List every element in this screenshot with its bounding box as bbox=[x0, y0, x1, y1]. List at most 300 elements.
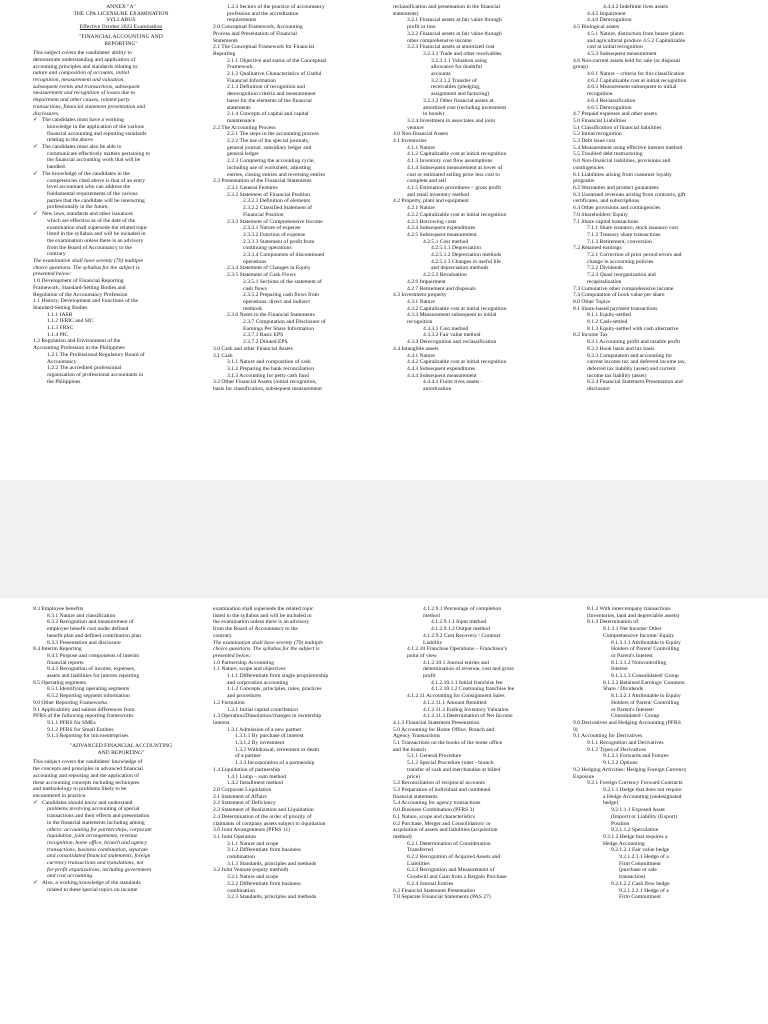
syllabus-line: Earnings Per Share Information bbox=[243, 325, 314, 332]
syllabus-line: 4.1.1 Nature bbox=[407, 144, 435, 151]
syllabus-line: of a partner bbox=[235, 753, 261, 760]
syllabus-line: in bonds) bbox=[423, 111, 444, 118]
syllabus-line: knowledge in the application of the various bbox=[47, 123, 144, 130]
syllabus-line: 9.1.2.2 Options bbox=[603, 760, 638, 767]
syllabus-line: ANNEX "A" bbox=[106, 4, 136, 10]
syllabus-line: 2.3 Presentation of the Financial Statements bbox=[213, 178, 312, 185]
syllabus-line: 4.2.5.1.2 Depreciation methods bbox=[431, 252, 502, 259]
syllabus-line: amortization bbox=[423, 386, 452, 393]
syllabus-line: 2.2.1 The steps in the accounting process bbox=[227, 131, 319, 138]
syllabus-line: 8.1.1 Equity-settled bbox=[587, 312, 631, 319]
syllabus-line: Transferred bbox=[407, 847, 433, 854]
syllabus-line: the Philippines bbox=[47, 378, 81, 385]
syllabus-line: 4.3 Investment property bbox=[393, 292, 447, 299]
syllabus-line: others: accounting for partnerships, corporate bbox=[47, 826, 152, 833]
syllabus-line: 4.7 Prepaid expenses and other assets bbox=[573, 111, 657, 118]
syllabus-line: 7.1.1 Share issuance, stock issuance cost bbox=[587, 225, 679, 232]
syllabus-line: 8.1.2 Cash-settled bbox=[587, 319, 628, 326]
syllabus-line: 4.1.2.11.1 Amount Remitted bbox=[423, 699, 487, 706]
syllabus-line: 4.4 Intangible assets bbox=[393, 345, 439, 352]
syllabus-line: continuing operations bbox=[243, 245, 292, 252]
syllabus-line: 4.2.1 Nature bbox=[407, 205, 435, 212]
syllabus-line: 4.6.5 Derecognition bbox=[587, 104, 632, 111]
syllabus-line: 7.3 Cumulative other comprehensive income bbox=[573, 285, 674, 292]
syllabus-line: deferred tax liability (asset) and current bbox=[587, 365, 676, 372]
column-3 bbox=[393, 606, 569, 901]
syllabus-line: 4.2.2 Capitalizable cost at initial recognition bbox=[407, 211, 507, 218]
syllabus-line: method bbox=[423, 612, 440, 619]
syllabus-line: 4.5 Biological assets bbox=[573, 24, 620, 31]
syllabus-line: Exposure bbox=[573, 773, 595, 780]
syllabus-line: operations bbox=[243, 258, 267, 265]
syllabus-line: 3.2.4 Investment in associates and joint bbox=[407, 117, 496, 124]
syllabus-line: recapitalization bbox=[587, 278, 622, 285]
syllabus-line: 6.2.2 Recognition of Acquired Assets and bbox=[407, 854, 501, 861]
syllabus-line: 7.1 Share capital transactions bbox=[573, 218, 639, 225]
syllabus-line: Agency Transactions bbox=[393, 733, 441, 740]
syllabus-line: 4.1.2.11.3 Determination of Net Income bbox=[423, 713, 513, 720]
syllabus-line: 4.1 Inventories bbox=[393, 138, 427, 145]
syllabus-line: 2.3 Statement of Realization and Liquidation bbox=[213, 807, 314, 814]
syllabus-line: Holders of Parent/ Controlling bbox=[611, 646, 680, 653]
syllabus-line: 4.1.2.11 Accounting for Consignment Sales bbox=[407, 693, 505, 700]
page-gap bbox=[0, 480, 768, 598]
syllabus-line: 3.2.2 Financial assets at fair value through bbox=[407, 30, 502, 37]
syllabus-line: accounts bbox=[431, 71, 451, 78]
syllabus-line: 1.4.1 Lump – sum method bbox=[227, 773, 287, 780]
syllabus-line: 8.5.1 Identifying operating segments bbox=[47, 686, 130, 693]
syllabus-line: 8.1.3 Determination of: bbox=[587, 619, 640, 626]
syllabus-line: 1.3.3 Incorporation of a partnership bbox=[235, 760, 315, 767]
syllabus-line: transaction) bbox=[619, 874, 646, 881]
syllabus-line: Process and Presentation of Financial bbox=[213, 30, 297, 37]
column-4 bbox=[573, 4, 749, 393]
syllabus-line: 1.1.1 Differentiate from single proprietorship bbox=[227, 673, 329, 680]
syllabus-line: demonstrate understanding and application of bbox=[33, 56, 136, 63]
syllabus-line: 7.1.2 Treasury share transactions bbox=[587, 231, 661, 238]
syllabus-line: 3.2.1 Nature and scope bbox=[227, 874, 279, 881]
syllabus-line: 1.3.1.1 By purchase of interest bbox=[235, 733, 304, 740]
syllabus-line: 2.1 The Conceptual Framework for Financial bbox=[213, 44, 315, 51]
column-2 bbox=[213, 4, 389, 393]
syllabus-line: 4.1.2.10.1 Journal entries and bbox=[423, 659, 490, 666]
syllabus-line: 3.2.3.1 Trade and other receivables bbox=[423, 50, 502, 57]
syllabus-line: 6.2 Purchase, Merger and Consolidation/ or bbox=[393, 820, 491, 827]
syllabus-line: financial reports bbox=[47, 659, 84, 666]
syllabus-line: 4.1.2.10.1.2 Continuing franchise fee bbox=[431, 686, 515, 693]
syllabus-line: Goodwill and Gain from a Bargain Purchase bbox=[407, 874, 507, 881]
syllabus-line: which are effective as of the date of the bbox=[47, 217, 136, 224]
syllabus-line: THE CPA LICENSURE EXAMINATION bbox=[73, 10, 169, 17]
syllabus-line: and procedures bbox=[227, 693, 262, 700]
syllabus-line: 6.4 Other provisions and contingencies bbox=[573, 205, 661, 212]
syllabus-line: receivables (pledging, bbox=[431, 84, 481, 91]
syllabus-line: 5.2 Initial recognition bbox=[573, 131, 622, 138]
syllabus-line: 5.3 Debt issue cost bbox=[573, 138, 616, 145]
syllabus-line: ✓ New laws, standards and other issuances bbox=[33, 211, 209, 218]
syllabus-line: presented below: bbox=[213, 652, 252, 659]
syllabus-line: 3.1.1 Nature and composition of cash bbox=[227, 359, 311, 366]
syllabus-line: accounting principles and standards relating to: bbox=[33, 63, 139, 70]
syllabus-line: certificates, and subscriptions bbox=[573, 198, 640, 205]
syllabus-line: 1.1.1 IASB bbox=[47, 311, 73, 318]
syllabus-line: 5.1 Transactions on the books of the home office bbox=[393, 740, 503, 747]
syllabus-line: 4.4.5 Impairment bbox=[587, 10, 626, 17]
syllabus-line: 6.2.4 Journal Entries bbox=[407, 880, 454, 887]
syllabus-line: 9.1.3 Reporting for microenterprises bbox=[47, 733, 129, 740]
syllabus-line: 4.3.3 Measurement subsequent to initial bbox=[407, 312, 497, 319]
syllabus-line: REPORTING" bbox=[104, 40, 138, 47]
syllabus-line: 9.2 Hedging Activities: Hedging Foreign Currency bbox=[573, 766, 687, 773]
syllabus-line: 5.1.1 General Procedure bbox=[407, 753, 462, 760]
syllabus-line: encountered in practice. bbox=[33, 792, 87, 799]
syllabus-line: (purchase or sale bbox=[619, 867, 657, 874]
syllabus-line: 3.1.1 Nature and scope bbox=[227, 840, 279, 847]
syllabus-line: 6.0 Business Combination (PFRS 3) bbox=[393, 807, 475, 814]
syllabus-line: 7.0 Separate Financial Statements (PAS 27) bbox=[393, 894, 491, 901]
syllabus-line: 5.0 Accounting for Home Office, Branch and bbox=[393, 726, 495, 733]
syllabus-line: 4.3.3.1 Cost method bbox=[423, 325, 469, 332]
syllabus-line: 4.1.2.9.1 Percentage of completion bbox=[423, 606, 502, 612]
syllabus-line: amortized cost (including investment bbox=[423, 104, 507, 111]
syllabus-line: disclosure bbox=[587, 386, 610, 393]
syllabus-line: cost at initial recognition bbox=[587, 44, 643, 51]
syllabus-line: 6.3 Unearned revenues arising from contracts, gift bbox=[573, 191, 686, 198]
syllabus-line: 8.3.3 Presentation and disclosure bbox=[47, 639, 121, 646]
syllabus-line: group) bbox=[573, 64, 588, 71]
syllabus-line: competencies cited above is that of an entry bbox=[47, 177, 146, 184]
syllabus-line: 4.2.7 Retirement and disposals bbox=[407, 285, 476, 292]
syllabus-line: employee benefit cost under defined bbox=[47, 626, 129, 633]
syllabus-line: 4.3.3.2 Fair value method bbox=[423, 332, 481, 339]
syllabus-line: 8.2 Income Tax bbox=[573, 332, 608, 339]
syllabus-line: reclassification and presentation in the financial bbox=[393, 4, 501, 10]
syllabus-line: and consolidated financial statements, foreign bbox=[47, 853, 151, 860]
syllabus-line: Statements bbox=[213, 37, 238, 44]
syllabus-line: 9.2.1.2.1 Fair value hedge bbox=[611, 847, 670, 854]
syllabus-line: 6.2.3 Recognition and Measurement of bbox=[407, 867, 495, 874]
syllabus-line: "ADVANCED FINANCIAL ACCOUNTING bbox=[69, 743, 173, 750]
syllabus-line: 9.0 Other Reporting Frameworks bbox=[33, 699, 108, 706]
syllabus-line: 5.4 Measurement using effective interest method bbox=[573, 144, 683, 151]
syllabus-line: 4.2.6 Impairment bbox=[407, 278, 446, 285]
syllabus-line: complete and sell bbox=[407, 178, 447, 185]
syllabus-line: 4.4.1 Nature bbox=[407, 352, 435, 359]
syllabus-line: 2.3.1 General Features bbox=[227, 184, 278, 191]
syllabus-line: venture bbox=[407, 124, 424, 131]
syllabus-line: AND REPORTING" bbox=[97, 749, 145, 756]
syllabus-line: requirements bbox=[227, 17, 257, 24]
syllabus-line: parties that the candidate will be interacting bbox=[47, 197, 145, 204]
syllabus-line: or Parent's Interest bbox=[611, 652, 653, 659]
syllabus-line: 6.3 Financial Statement Presentation bbox=[393, 887, 476, 894]
syllabus-line: profession and the accreditation bbox=[227, 10, 299, 17]
syllabus-line: 1.4 Liquidation of partnership bbox=[213, 766, 281, 773]
syllabus-line: 2.3.7 Computation and Disclosure of bbox=[243, 319, 326, 326]
syllabus-line: impairment and other causes, related party bbox=[33, 97, 130, 104]
syllabus-line: 4.4.3 Subsequent expenditures bbox=[407, 365, 476, 372]
syllabus-line: profit bbox=[423, 673, 436, 680]
syllabus-line: subsequent events and transactions, subsequent bbox=[33, 83, 140, 90]
syllabus-line: 8.4 Interim Reporting bbox=[33, 646, 82, 653]
syllabus-line: method) bbox=[393, 833, 412, 840]
syllabus-line: choice questions. The syllabus for the subject is bbox=[213, 646, 320, 653]
syllabus-line: 4.2.5 Subsequent measurement bbox=[407, 231, 477, 238]
syllabus-line: 8.5.2 Reporting segment information bbox=[47, 693, 130, 700]
syllabus-line: Financial Position bbox=[243, 211, 284, 218]
syllabus-line: 3.1.3 Accounting for petty cash fund bbox=[227, 372, 309, 379]
syllabus-line: 9) bbox=[573, 726, 578, 733]
syllabus-line: 2.3.7.2 Diluted EPS bbox=[243, 339, 288, 346]
syllabus-line: 8.1.2 With intercompany transactions bbox=[587, 606, 671, 612]
syllabus-line: 4.1.3 Inventory cost flow assumptions bbox=[407, 158, 493, 165]
syllabus-line: 9.2.1.1.1 Exposed Asset bbox=[611, 807, 665, 814]
syllabus-line: 2.3.2 Statement of Financial Position bbox=[227, 191, 310, 198]
syllabus-line: 7.1.3 Retirement, conversion bbox=[587, 238, 652, 245]
syllabus-line: 2.2.2 The use of the special journals, bbox=[227, 138, 310, 145]
syllabus-line: 6.0 Non-financial liabilities, provisions and bbox=[573, 158, 671, 165]
syllabus-line: liquidation, joint arrangements, revenue bbox=[47, 833, 138, 840]
syllabus-line: 1.2 Regulation and Environment of the bbox=[33, 338, 121, 345]
syllabus-line: the concepts and principles in advanced financial bbox=[33, 766, 143, 773]
syllabus-line: 1.1.2 IFRIC and SIC bbox=[47, 318, 94, 325]
syllabus-line: Interest bbox=[611, 666, 628, 673]
syllabus-line: 8.1.3.2 Retained Earnings/ Common bbox=[603, 679, 685, 686]
syllabus-line: problems involving accounting of special bbox=[47, 806, 140, 813]
syllabus-line: 3.1.3 Standards, principles and methods bbox=[227, 860, 317, 867]
syllabus-line: 8.1.3 Equity-settled with cash alternative bbox=[587, 325, 679, 332]
syllabus-line: combination bbox=[227, 887, 255, 894]
syllabus-line: 4.4.6 Derecognition bbox=[587, 17, 632, 24]
syllabus-line: assignment and factoring) bbox=[431, 91, 490, 98]
syllabus-line: 8.5 Operating segments bbox=[33, 679, 86, 686]
syllabus-line: 5.3 Preparation of individual and combined bbox=[393, 786, 491, 793]
syllabus-line: 7.2 Retained earnings bbox=[573, 245, 622, 252]
syllabus-line: fundamental requirements of the various bbox=[47, 190, 138, 197]
syllabus-line: related to these special topics on income bbox=[47, 886, 138, 893]
syllabus-line: 8.4.2 Recognition of income, expenses, bbox=[47, 666, 136, 673]
syllabus-line: 4.1.2 Capitalizable cost at initial recognition bbox=[407, 151, 507, 158]
syllabus-line: 6.2.1 Determination of Consideration bbox=[407, 840, 491, 847]
syllabus-line: 1.0 Development of Financial Reporting bbox=[33, 278, 124, 285]
document-page-top bbox=[0, 0, 768, 480]
syllabus-line: 3.1.2 Preparing the bank reconciliation bbox=[227, 365, 314, 372]
syllabus-line: 8.0 Other Topics bbox=[573, 298, 611, 305]
syllabus-line: 1.2.1 The Professional Regulatory Board of bbox=[47, 351, 145, 358]
syllabus-line: 4.2.5.1.1 Depreciation bbox=[431, 245, 481, 252]
syllabus-line: methods bbox=[243, 305, 262, 312]
syllabus-line: 1.2.2 The accredited professional bbox=[47, 365, 122, 372]
syllabus-line: SYLLABUS bbox=[106, 17, 136, 24]
syllabus-line: 8.1.3.1.3 Consolidated/ Group bbox=[611, 673, 679, 680]
syllabus-line: 3.1.2 Differentiate from business bbox=[227, 847, 301, 854]
syllabus-line: listed in the syllabus and will be included in bbox=[213, 612, 312, 619]
syllabus-line: 8.2.4 Financial Statement Presentation and bbox=[587, 379, 683, 386]
syllabus-line: income tax liability (asset) bbox=[587, 372, 647, 379]
syllabus-line: derecognition criteria and measurement bbox=[227, 91, 316, 98]
syllabus-line: 4.1.3 Financial Statement Presentation bbox=[393, 719, 480, 726]
syllabus-line: 4.6.1 Nature – criteria for this classification bbox=[587, 71, 685, 78]
syllabus-line: 7.2.1 Correction of prior period errors and bbox=[587, 252, 682, 259]
syllabus-line: benefit plan and defined contribution plan bbox=[47, 632, 141, 639]
syllabus-line: Consolidated / Group bbox=[611, 713, 660, 720]
syllabus-line: Framework bbox=[227, 64, 253, 71]
syllabus-line: 9.1.2 Types of Derivatives bbox=[587, 746, 647, 753]
syllabus-line: 8.1.3.2.1 Attributable to Equity bbox=[611, 693, 681, 700]
syllabus-line: 9.2.1.1 Hedge that does not require bbox=[603, 786, 682, 793]
syllabus-line: 3.1 Joint Operation bbox=[213, 833, 257, 840]
syllabus-line: listed in the syllabus and will be included in bbox=[47, 231, 146, 238]
syllabus-line: Hedge Accounting bbox=[603, 840, 645, 847]
syllabus-line: ✓ The knowledge of the candidates in the bbox=[33, 171, 209, 178]
syllabus-line: and agricultural produce 4.5.2 Capitalizable bbox=[587, 37, 686, 44]
syllabus-line: change in accounting policies bbox=[587, 258, 654, 265]
document-page-bottom bbox=[0, 598, 768, 1024]
syllabus-line: 7.2.3 Quasi reorganization and bbox=[587, 272, 656, 279]
syllabus-line: 8.1 Share-based payment transactions bbox=[573, 305, 658, 312]
syllabus-line: Holders of Parent/ Controlling bbox=[611, 699, 680, 706]
syllabus-line: 2.2.3 Completing the accounting cycle, bbox=[227, 158, 315, 165]
syllabus-line: 2.3.3.2 Function of expense bbox=[243, 231, 306, 238]
syllabus-line: 6.1 Liabilities arising from customer loyalty bbox=[573, 171, 672, 178]
syllabus-line: professionally in the future. bbox=[47, 204, 109, 211]
syllabus-line: 4.2.5.2 Revaluation bbox=[423, 272, 467, 279]
syllabus-line: 4.3.4 Derecognition and reclassification bbox=[407, 339, 497, 346]
syllabus-line: the financial accounting work that will be bbox=[47, 157, 141, 164]
syllabus-line: bases for the elements of the financial bbox=[227, 97, 312, 104]
syllabus-line: 8.3.2 Recognition and measurement of bbox=[47, 619, 134, 626]
syllabus-line: Framework, Standard-Setting Bodies and bbox=[33, 284, 126, 291]
syllabus-line: contrary. bbox=[47, 251, 67, 258]
syllabus-line: 4.1.2.11.2 Ending Inventory Valuation bbox=[423, 706, 509, 713]
syllabus-line: 8.1.3.1 Net Income/ Other bbox=[603, 626, 662, 633]
syllabus-line: 1.1.3 FRSC bbox=[47, 325, 74, 332]
syllabus-line: 8.3.1 Nature and classification bbox=[47, 612, 116, 619]
syllabus-line: transactions, business combination, separate bbox=[47, 846, 148, 853]
syllabus-line: currency transactions and translations, not bbox=[47, 860, 144, 867]
syllabus-line: basis for classification, subsequent measurement bbox=[213, 386, 322, 393]
syllabus-line: 2.1.2 Qualitative Characteristics of Useful bbox=[227, 71, 322, 78]
syllabus-line: relating to the above. bbox=[47, 137, 95, 144]
syllabus-line: 1.2.1 Initial capital contribution bbox=[227, 706, 298, 713]
syllabus-line: 9.2.1.2 Hedge that requires a bbox=[603, 833, 668, 840]
syllabus-line: 7.4 Computation of book value per share bbox=[573, 292, 665, 299]
syllabus-line: 3.2.3.1.2 Transfer of bbox=[431, 77, 477, 84]
syllabus-line: programs bbox=[573, 178, 595, 185]
syllabus-line: Effective October 2022 Examination bbox=[79, 24, 163, 31]
syllabus-line: and corporation accounting bbox=[227, 679, 289, 686]
syllabus-line: 4.6.4 Reclassification bbox=[587, 97, 636, 104]
syllabus-line: 2.3.5.1 Sections of the statement of bbox=[243, 278, 322, 285]
syllabus-line: 4.5.1 Nature, distinction from bearer plants bbox=[587, 30, 684, 37]
syllabus-line: 4.1.2.10 Franchise Operations – Franchisor's bbox=[407, 646, 507, 653]
column-3 bbox=[393, 4, 569, 393]
syllabus-line: transactions, financial statement presentation and bbox=[33, 103, 146, 110]
syllabus-line: 3.0 Joint Arrangements (PFRS 11) bbox=[213, 827, 291, 834]
syllabus-line: Financial Information bbox=[227, 77, 276, 84]
syllabus-line: cash flows bbox=[243, 285, 267, 292]
syllabus-line: entries, closing entries and reversing entries bbox=[227, 171, 326, 178]
syllabus-line: transfer of cash and merchandise at billed bbox=[407, 766, 501, 773]
syllabus-line: 4.1.5 Estimation procedures – gross profit bbox=[407, 184, 501, 191]
syllabus-line: The examination shall have seventy (70) multiple bbox=[213, 639, 323, 646]
syllabus-line: 4.1.2.9.2 Cost Recovery / Contract bbox=[423, 632, 501, 639]
syllabus-line: 9.2.1.2.1.1 Hedge of a bbox=[619, 854, 669, 861]
syllabus-line: these accounting concepts including techniques bbox=[33, 779, 140, 786]
syllabus-line: from the Board of Accountancy to the bbox=[47, 244, 132, 251]
syllabus-line: 2.3.6 Notes to the Financial Statements bbox=[227, 312, 315, 319]
syllabus-line: organization of professional accountants in bbox=[47, 371, 144, 378]
syllabus-line: "FINANCIAL ACCOUNTING AND bbox=[79, 33, 163, 40]
syllabus-line: 1.1 Nature, scope and objectives bbox=[213, 666, 286, 673]
syllabus-line: or Parent's Interest/ bbox=[611, 706, 655, 713]
syllabus-line: for-profit organizations, including government bbox=[47, 866, 152, 873]
column-4 bbox=[573, 606, 749, 901]
syllabus-line: recognition, measurement and valuation, bbox=[33, 77, 125, 84]
syllabus-line: 5.0 Financial Liabilities bbox=[573, 117, 627, 124]
syllabus-line: 9.1.2 PFRS for Small Entities bbox=[47, 726, 114, 733]
syllabus-line: in the financial statements including among bbox=[47, 819, 145, 826]
syllabus-line: 4.4.2 Capitalizable cost at initial recognition bbox=[407, 359, 507, 366]
syllabus-line: price) bbox=[407, 773, 421, 780]
syllabus-line: 2.3.3.4 Components of discontinued bbox=[243, 252, 325, 259]
syllabus-line: 2.1.1 Objective and status of the Conceptual bbox=[227, 57, 327, 64]
syllabus-line: 1.2.3 Sectors of the practice of accountancy bbox=[227, 4, 325, 10]
syllabus-line: 8.1.3.1.2 Noncontrolling bbox=[611, 659, 667, 666]
syllabus-line: and methodology to problems likely to be bbox=[33, 786, 127, 793]
syllabus-line: 4.2.3 Borrowing costs bbox=[407, 218, 457, 225]
syllabus-line: and the branch bbox=[393, 746, 426, 753]
syllabus-line: 4.0 Non-financial Assets bbox=[393, 131, 449, 138]
syllabus-line: 8.2.3 Computation and accounting for bbox=[587, 352, 673, 359]
syllabus-line: general journal, subsidiary ledger and bbox=[227, 144, 312, 151]
syllabus-line: general ledger bbox=[227, 151, 259, 158]
syllabus-line: financial statements bbox=[393, 793, 438, 800]
syllabus-line: 3.2.3 Standards, principles and methods bbox=[227, 894, 317, 901]
syllabus-line: 4.4.4.1 Finite lives assets - bbox=[423, 379, 483, 386]
syllabus-line: 2.1.3 Definition of recognition and bbox=[227, 84, 305, 91]
syllabus-line: other comprehensive income bbox=[407, 37, 472, 44]
syllabus-line: 4.6.3 Measurement subsequent to initial bbox=[587, 84, 677, 91]
syllabus-line: the examination unless there is an advisory bbox=[213, 619, 310, 626]
syllabus-line: 8.4.1 Purpose and components of interim bbox=[47, 652, 140, 659]
syllabus-line: Firm Commitment bbox=[619, 860, 661, 867]
syllabus-line: Accounting Profession in the Philippines bbox=[33, 345, 125, 352]
syllabus-line: and depreciation methods bbox=[431, 265, 489, 272]
syllabus-line: handled. bbox=[47, 164, 67, 171]
syllabus-line: communicate effectively matters pertaining to bbox=[47, 150, 151, 157]
syllabus-line: 4.1.2.9.1.2 Output method bbox=[431, 626, 490, 633]
syllabus-line: 1.4.2 Installment method bbox=[227, 780, 283, 787]
syllabus-line: 2.3.5 Statement of Cash Flows bbox=[227, 272, 296, 279]
syllabus-line: 4.1.2.9.1.1 Input method bbox=[431, 619, 487, 626]
syllabus-line: 8.1.3.1.1 Attributable to Equity bbox=[611, 639, 681, 646]
syllabus-line: 3.2.3.2 Other financial assets at bbox=[423, 97, 494, 104]
syllabus-line: This subject covers the candidates' knowledge of bbox=[33, 759, 143, 766]
syllabus-line: 4.1.4 Subsequent measurement at lower of bbox=[407, 164, 503, 171]
syllabus-line: 4.6 Non-current assets held for sale (or disposal bbox=[573, 57, 680, 64]
syllabus-line: Share / Dividends bbox=[603, 686, 644, 693]
syllabus-line: The examination shall have seventy (70) multiple bbox=[33, 258, 143, 265]
syllabus-line: PFRS of the following reporting frameworks bbox=[33, 713, 134, 720]
syllabus-line: Liabilities bbox=[407, 860, 430, 867]
syllabus-line: Firm Commitment bbox=[619, 894, 661, 901]
syllabus-line: 2.3.5.2 Preparing cash flows from bbox=[243, 292, 319, 299]
syllabus-line: measurement and recognition of losses due to bbox=[33, 90, 136, 97]
syllabus-line: Accountancy bbox=[47, 358, 77, 365]
syllabus-line: 4.2.4 Subsequent expenditures bbox=[407, 225, 476, 232]
syllabus-line: 4.2.5.1 Cost method bbox=[423, 238, 469, 245]
